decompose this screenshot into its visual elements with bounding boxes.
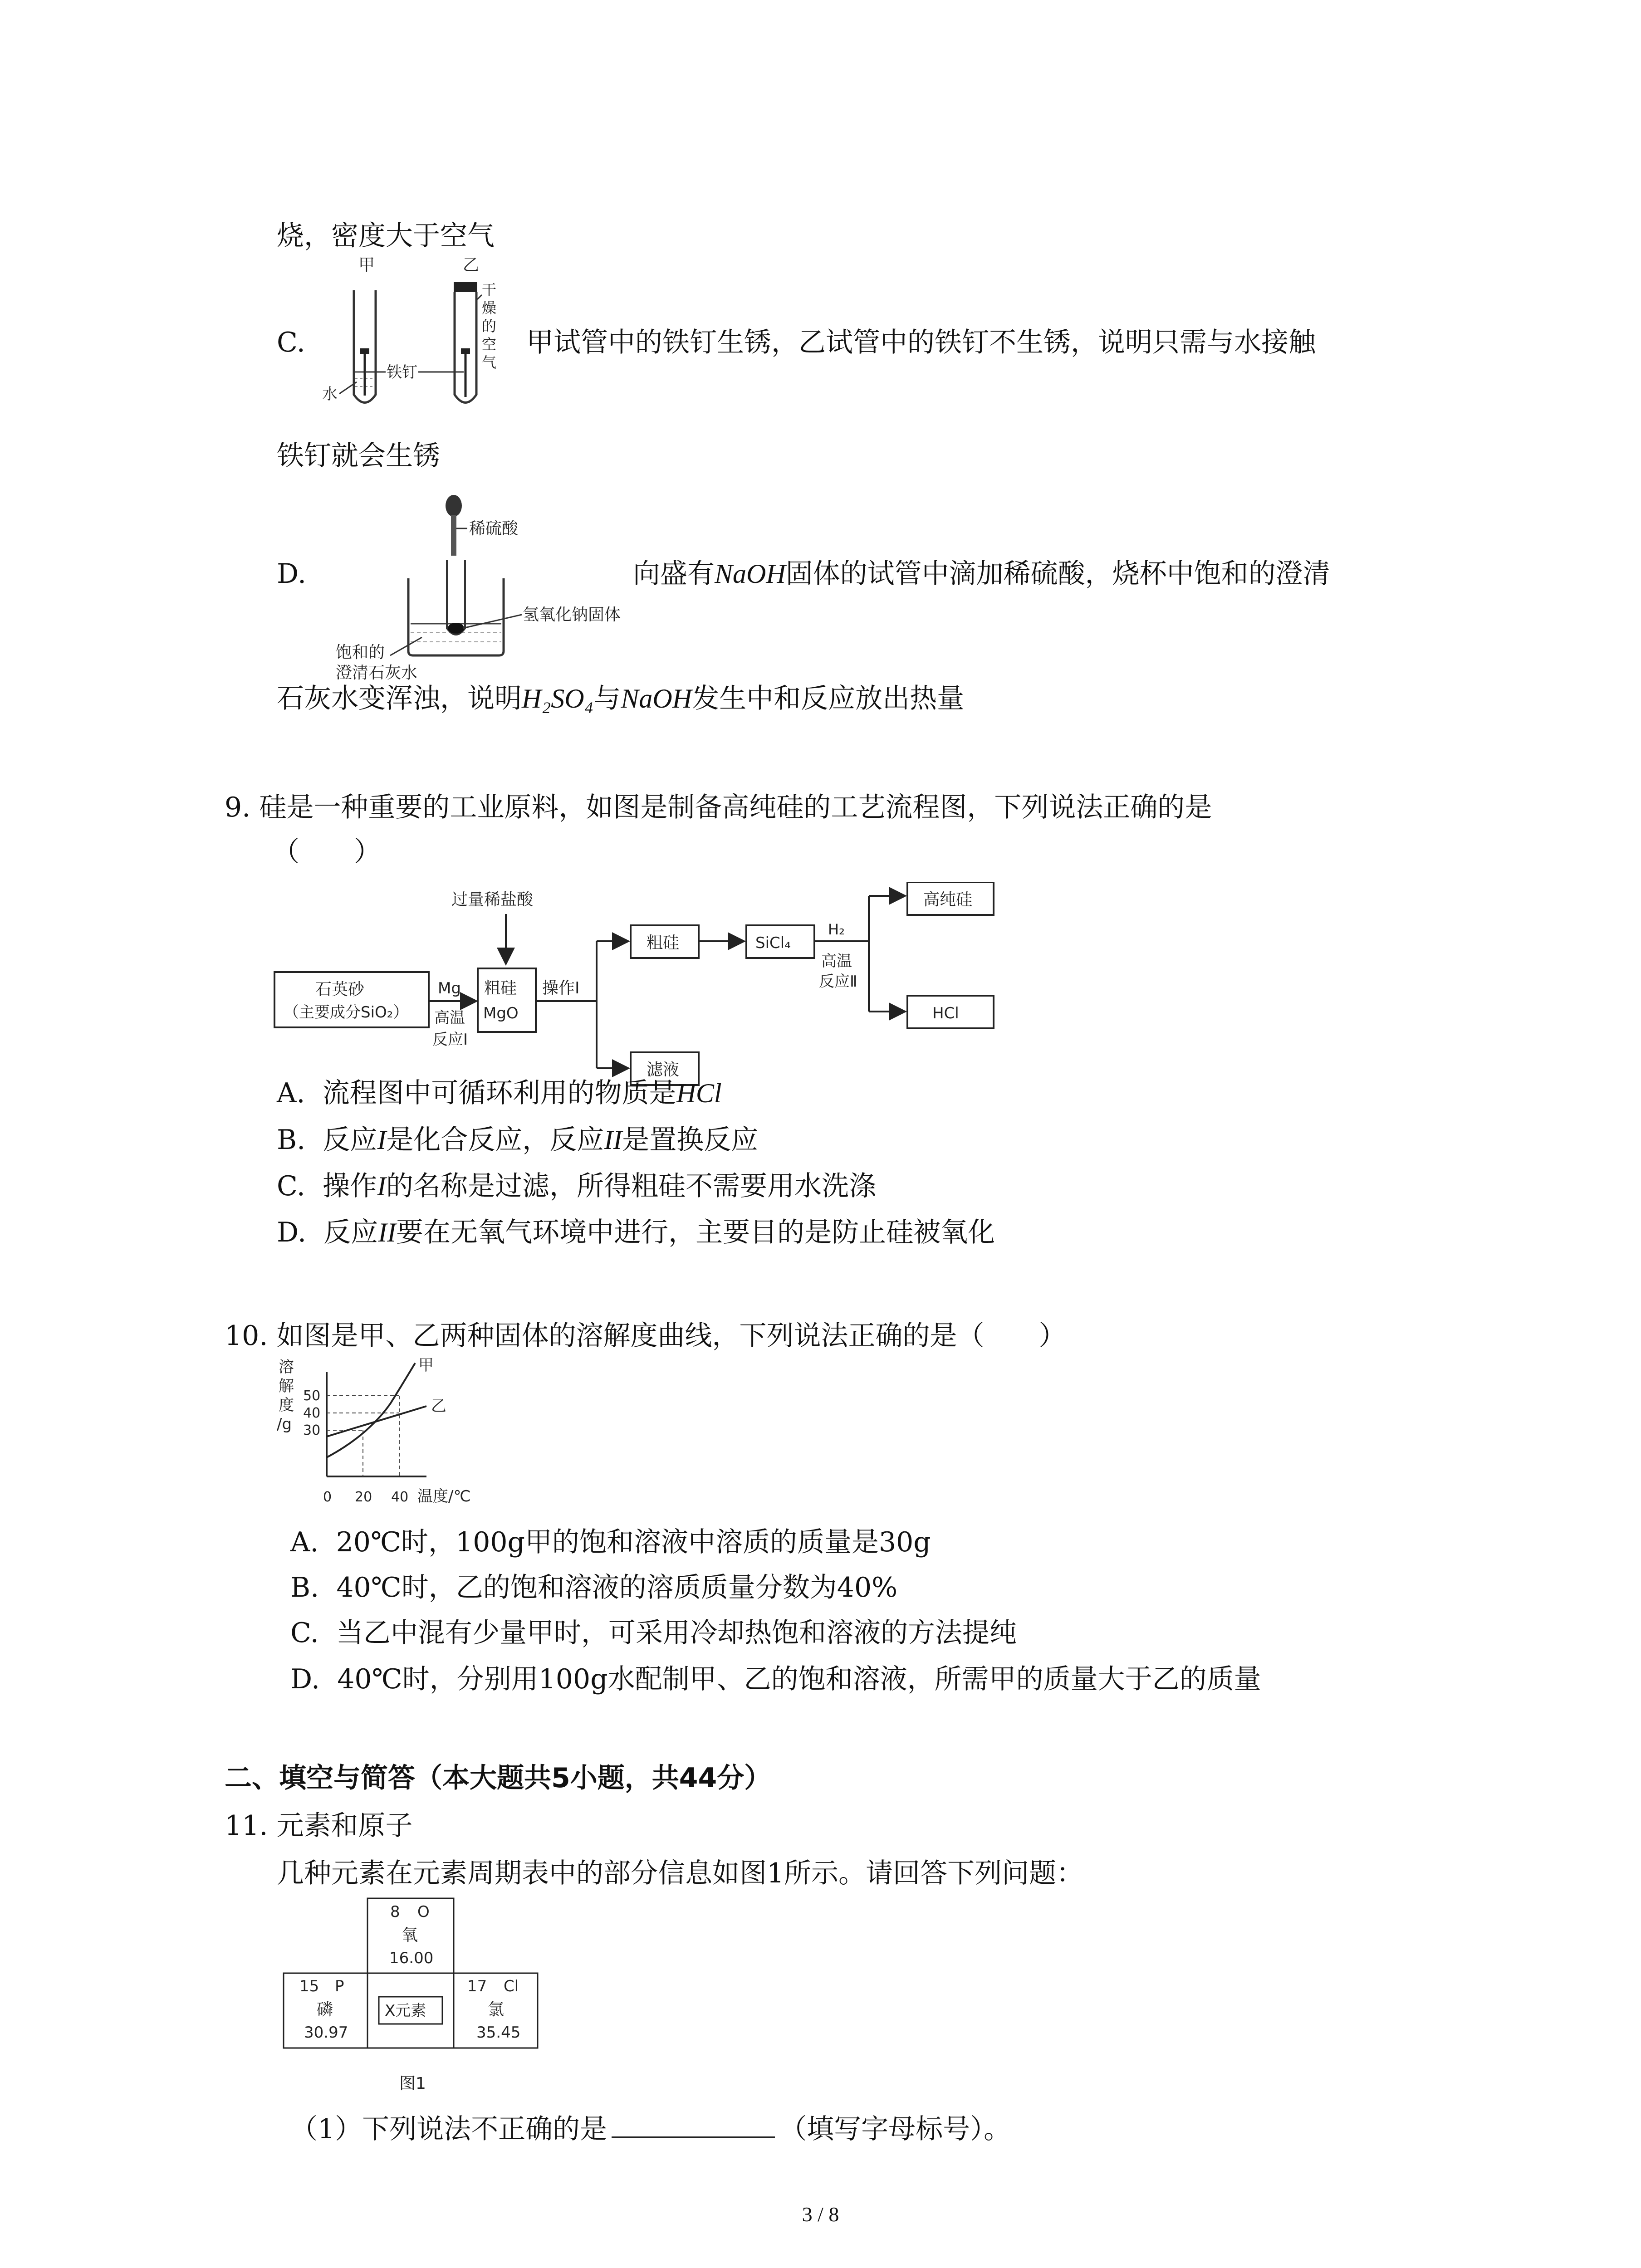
svg-text:溶: 溶 (279, 1358, 294, 1376)
q11-periodic-table-figure (281, 1896, 544, 2105)
svg-text:O: O (417, 1903, 430, 1921)
fig-d-water1: 饱和的 (336, 643, 385, 662)
flow-mg: Mg (438, 979, 461, 997)
curve-yi (327, 1406, 426, 1437)
svg-text:15: 15 (299, 1977, 319, 1995)
xtick-20: 20 (355, 1489, 372, 1505)
fig-c-jia: 甲 (358, 256, 375, 274)
svg-text:磷: 磷 (317, 2000, 333, 2019)
fig-d-acid: 稀硫酸 (469, 519, 519, 538)
flow-box-crude-mgo (478, 968, 536, 1032)
fig-c-yi: 乙 (463, 256, 480, 274)
svg-text:8: 8 (390, 1903, 400, 1921)
flow-input: 过量稀盐酸 (451, 890, 534, 909)
flow-pure: 高纯硅 (923, 890, 973, 909)
q9-option-c: C. 操作I的名称是过滤，所得粗硅不需要用水洗涤 (277, 1170, 876, 1202)
fig-d-solid: 氢氧化钠固体 (523, 606, 621, 624)
q8-d-label: D. (277, 558, 307, 590)
svg-text:17: 17 (467, 1977, 487, 1995)
flow-r1b: 反应Ⅰ (432, 1031, 468, 1049)
fig-c-kong: 空 (482, 336, 497, 353)
q8-d-h2so4: H₂SO₄ (522, 684, 594, 714)
flow-filtrate: 滤液 (647, 1061, 680, 1079)
q8-d-tail-mid: 与 (593, 683, 621, 714)
q10-option-b: B. 40℃时，乙的饱和溶液的溶质质量分数为40% (290, 1572, 898, 1603)
q8-c-tail: 铁钉就会生锈 (277, 440, 440, 472)
q8-d-tail-post: 发生中和反应放出热量 (692, 683, 965, 714)
svg-text:P: P (335, 1977, 344, 1995)
fig-c-qi: 气 (482, 354, 497, 371)
answer-blank[interactable] (612, 2109, 775, 2138)
q9-stem: 9. 硅是一种重要的工业原料，如图是制备高纯硅的工艺流程图，下列说法正确的是 (225, 792, 1212, 823)
q8-c-figure (318, 254, 526, 422)
svg-text:X元素: X元素 (385, 2002, 426, 2020)
curve-jia (327, 1363, 415, 1457)
flow-crude1: 粗硅 (484, 979, 517, 997)
q8-d-naoh2: NaOH (621, 684, 692, 714)
svg-text:氯: 氯 (488, 2000, 505, 2019)
q8-d-figure (318, 492, 644, 683)
fig-d-water2: 澄清石灰水 (336, 664, 418, 682)
ytick-40: 40 (303, 1405, 321, 1421)
fig-c-shui: 水 (322, 385, 338, 403)
series-yi-label: 乙 (431, 1397, 446, 1415)
q11-intro: 几种元素在元素周期表中的部分信息如图1所示。请回答下列问题： (277, 1857, 1084, 1889)
q11-stem: 11. 元素和原子 (225, 1810, 413, 1842)
q9-option-b: B. 反应I是化合反应，反应II是置换反应 (277, 1124, 759, 1156)
svg-text:16.00: 16.00 (389, 1949, 434, 1967)
flow-r2b: 反应Ⅱ (819, 973, 857, 991)
svg-text:解: 解 (279, 1377, 294, 1395)
q8-b-tail: 烧，密度大于空气 (277, 220, 495, 252)
q9-option-a: A. 流程图中可循环利用的物质是HCl (277, 1077, 722, 1109)
flow-r2a: 高温 (821, 952, 852, 970)
q8-d-tail (277, 680, 964, 717)
q10-stem: 10. 如图是甲、乙两种固体的溶解度曲线，下列说法正确的是（ ） (225, 1320, 1066, 1352)
q10-option-c: C. 当乙中混有少量甲时，可采用冷却热饱和溶液的方法提纯 (290, 1617, 1017, 1649)
flow-op: 操作Ⅰ (542, 979, 580, 997)
fig-c-zao: 燥 (482, 299, 497, 317)
q8-d-text-post: 固体的试管中滴加稀硫酸，烧杯中饱和的澄清 (785, 558, 1330, 590)
q11-sub1: （1）下列说法不正确的是 （填写字母标号）。 (290, 2109, 1011, 2147)
figure-caption: 图1 (399, 2074, 426, 2093)
q8-c-label: C. (277, 327, 305, 358)
svg-text:/g: /g (277, 1415, 292, 1433)
q8-d-text-pre: 向盛有 (633, 558, 715, 590)
flow-r1a: 高温 (434, 1009, 465, 1027)
fig-c-de: 的 (482, 318, 497, 335)
svg-text:氧: 氧 (402, 1926, 418, 1945)
svg-text:度: 度 (279, 1396, 294, 1414)
q8-d-tail-pre: 石灰水变浑浊，说明 (277, 683, 522, 714)
svg-text:Cl: Cl (504, 1977, 519, 1995)
section-2-heading: 二、填空与简答（本大题共5小题，共44分） (225, 1762, 772, 1794)
svg-text:35.45: 35.45 (476, 2024, 521, 2042)
flow-crude2: MgO (483, 1004, 519, 1022)
flow-h2: H₂ (828, 921, 845, 938)
q9-paren: （ ） (272, 836, 381, 868)
q8-d-text (633, 556, 1330, 592)
flow-hcl: HCl (932, 1004, 959, 1022)
q10-option-d: D. 40℃时，分别用100g水配制甲、乙的饱和溶液，所需甲的质量大于乙的质量 (290, 1663, 1261, 1695)
xtick-0: 0 (323, 1489, 332, 1505)
q10-solubility-chart (277, 1354, 495, 1517)
fig-c-gan: 干 (482, 281, 497, 298)
q9-option-d: D. 反应II要在无氧气环境中进行，主要目的是防止硅被氧化 (277, 1217, 995, 1248)
q8-d-naoh: NaOH (715, 559, 786, 589)
xlabel: 温度/℃ (417, 1487, 471, 1505)
q10-option-a: A. 20℃时，100g甲的饱和溶液中溶质的质量是30g (290, 1526, 931, 1558)
flow-quartz1: 石英砂 (315, 980, 365, 999)
flow-quartz2: （主要成分SiO₂） (284, 1003, 409, 1022)
ytick-30: 30 (303, 1422, 321, 1438)
xtick-40: 40 (391, 1489, 409, 1505)
ytick-50: 50 (303, 1388, 321, 1404)
series-jia-label: 甲 (418, 1356, 434, 1374)
flow-sicl4: SiCl₄ (755, 934, 791, 952)
flow-crude: 粗硅 (647, 934, 680, 952)
page-number: 3 / 8 (802, 2203, 839, 2226)
fig-c-tieding: 铁钉 (387, 363, 417, 381)
q8-c-text: 甲试管中的铁钉生锈，乙试管中的铁钉不生锈，说明只需与水接触 (526, 327, 1316, 358)
svg-text:30.97: 30.97 (304, 2024, 348, 2042)
